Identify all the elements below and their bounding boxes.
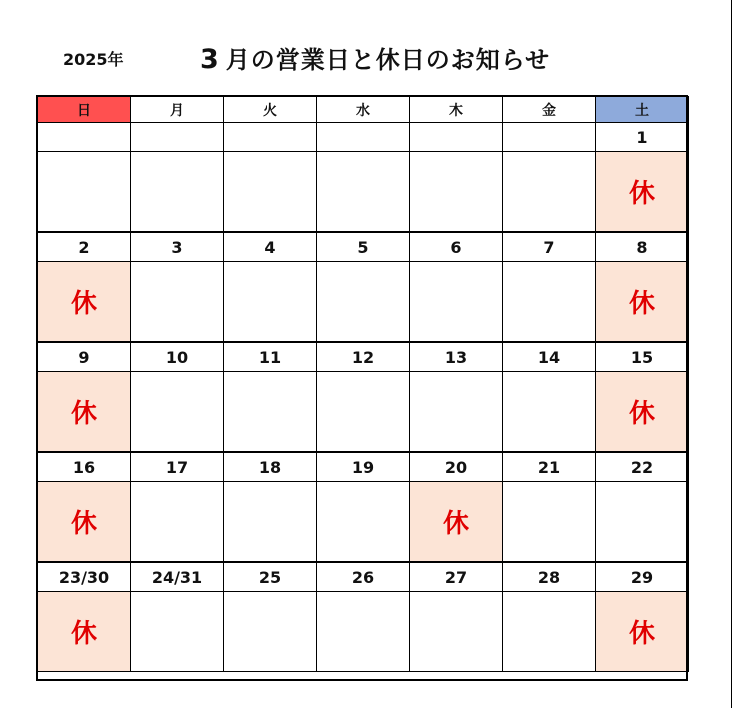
date-cell-sunday: 16 (38, 452, 131, 482)
date-cell-thursday: 13 (410, 342, 503, 372)
weekday-saturday: 土 (596, 97, 689, 123)
workday-cell (410, 262, 503, 343)
holiday-cell: 休 (596, 592, 689, 672)
date-cell-friday (503, 123, 596, 152)
holiday-cell: 休 (410, 482, 503, 563)
date-cell-tuesday: 11 (224, 342, 317, 372)
date-row (38, 452, 689, 482)
year-label: 2025年 (63, 50, 124, 69)
date-cell-monday: 3 (131, 232, 224, 262)
date-cell-saturday: 1 (596, 123, 689, 152)
workday-cell (317, 482, 410, 563)
day-body-row (38, 372, 689, 453)
date-cell-sunday: 9 (38, 342, 131, 372)
right-border-line (731, 0, 732, 708)
date-cell-monday: 17 (131, 452, 224, 482)
holiday-cell: 休 (38, 592, 131, 672)
date-row (38, 562, 689, 592)
workday-cell (503, 592, 596, 672)
page-title (200, 40, 550, 75)
workday-cell (131, 262, 224, 343)
workday-cell (224, 482, 317, 563)
holiday-cell: 休 (596, 262, 689, 343)
date-cell-tuesday: 25 (224, 562, 317, 592)
date-cell-friday: 7 (503, 232, 596, 262)
day-body-row (38, 482, 689, 563)
workday-cell (224, 592, 317, 672)
date-cell-saturday: 8 (596, 232, 689, 262)
title-month: 3 (200, 44, 220, 75)
date-cell-thursday: 6 (410, 232, 503, 262)
date-cell-tuesday: 4 (224, 232, 317, 262)
date-cell-wednesday: 26 (317, 562, 410, 592)
workday-cell (503, 262, 596, 343)
workday-cell (38, 152, 131, 233)
holiday-cell: 休 (596, 152, 689, 233)
workday-cell (131, 152, 224, 233)
holiday-cell: 休 (38, 262, 131, 343)
date-cell-monday: 24/31 (131, 562, 224, 592)
date-cell-wednesday: 19 (317, 452, 410, 482)
date-cell-saturday: 15 (596, 342, 689, 372)
workday-cell (317, 152, 410, 233)
weekday-friday: 金 (503, 97, 596, 123)
workday-cell (503, 482, 596, 563)
calendar-body (38, 123, 689, 672)
holiday-cell: 休 (38, 372, 131, 453)
date-cell-monday (131, 123, 224, 152)
date-cell-wednesday: 12 (317, 342, 410, 372)
workday-cell (596, 482, 689, 563)
day-body-row (38, 592, 689, 672)
date-cell-tuesday: 18 (224, 452, 317, 482)
day-body-row (38, 152, 689, 233)
holiday-cell: 休 (596, 372, 689, 453)
date-cell-saturday: 22 (596, 452, 689, 482)
date-cell-saturday: 29 (596, 562, 689, 592)
workday-cell (317, 262, 410, 343)
date-cell-sunday (38, 123, 131, 152)
day-body-row (38, 262, 689, 343)
weekday-tuesday: 火 (224, 97, 317, 123)
date-row (38, 232, 689, 262)
workday-cell (224, 262, 317, 343)
workday-cell (131, 372, 224, 453)
workday-cell (317, 372, 410, 453)
workday-cell (410, 592, 503, 672)
date-cell-tuesday (224, 123, 317, 152)
date-cell-wednesday (317, 123, 410, 152)
workday-cell (503, 372, 596, 453)
weekday-wednesday: 水 (317, 97, 410, 123)
title-text: 月の営業日と休日のお知らせ (225, 46, 551, 74)
workday-cell (224, 372, 317, 453)
workday-cell (131, 592, 224, 672)
date-cell-monday: 10 (131, 342, 224, 372)
date-cell-thursday: 27 (410, 562, 503, 592)
date-cell-sunday: 2 (38, 232, 131, 262)
workday-cell (131, 482, 224, 563)
date-cell-thursday: 20 (410, 452, 503, 482)
holiday-cell: 休 (38, 482, 131, 563)
date-cell-friday: 21 (503, 452, 596, 482)
workday-cell (317, 592, 410, 672)
workday-cell (410, 152, 503, 233)
weekday-header-row (38, 97, 689, 123)
date-cell-wednesday: 5 (317, 232, 410, 262)
weekday-sunday: 日 (38, 97, 131, 123)
weekday-thursday: 木 (410, 97, 503, 123)
date-cell-sunday: 23/30 (38, 562, 131, 592)
weekday-monday: 月 (131, 97, 224, 123)
workday-cell (224, 152, 317, 233)
date-row (38, 342, 689, 372)
date-row (38, 123, 689, 152)
date-cell-friday: 14 (503, 342, 596, 372)
date-cell-thursday (410, 123, 503, 152)
workday-cell (410, 372, 503, 453)
workday-cell (503, 152, 596, 233)
date-cell-friday: 28 (503, 562, 596, 592)
calendar-table (37, 96, 689, 672)
